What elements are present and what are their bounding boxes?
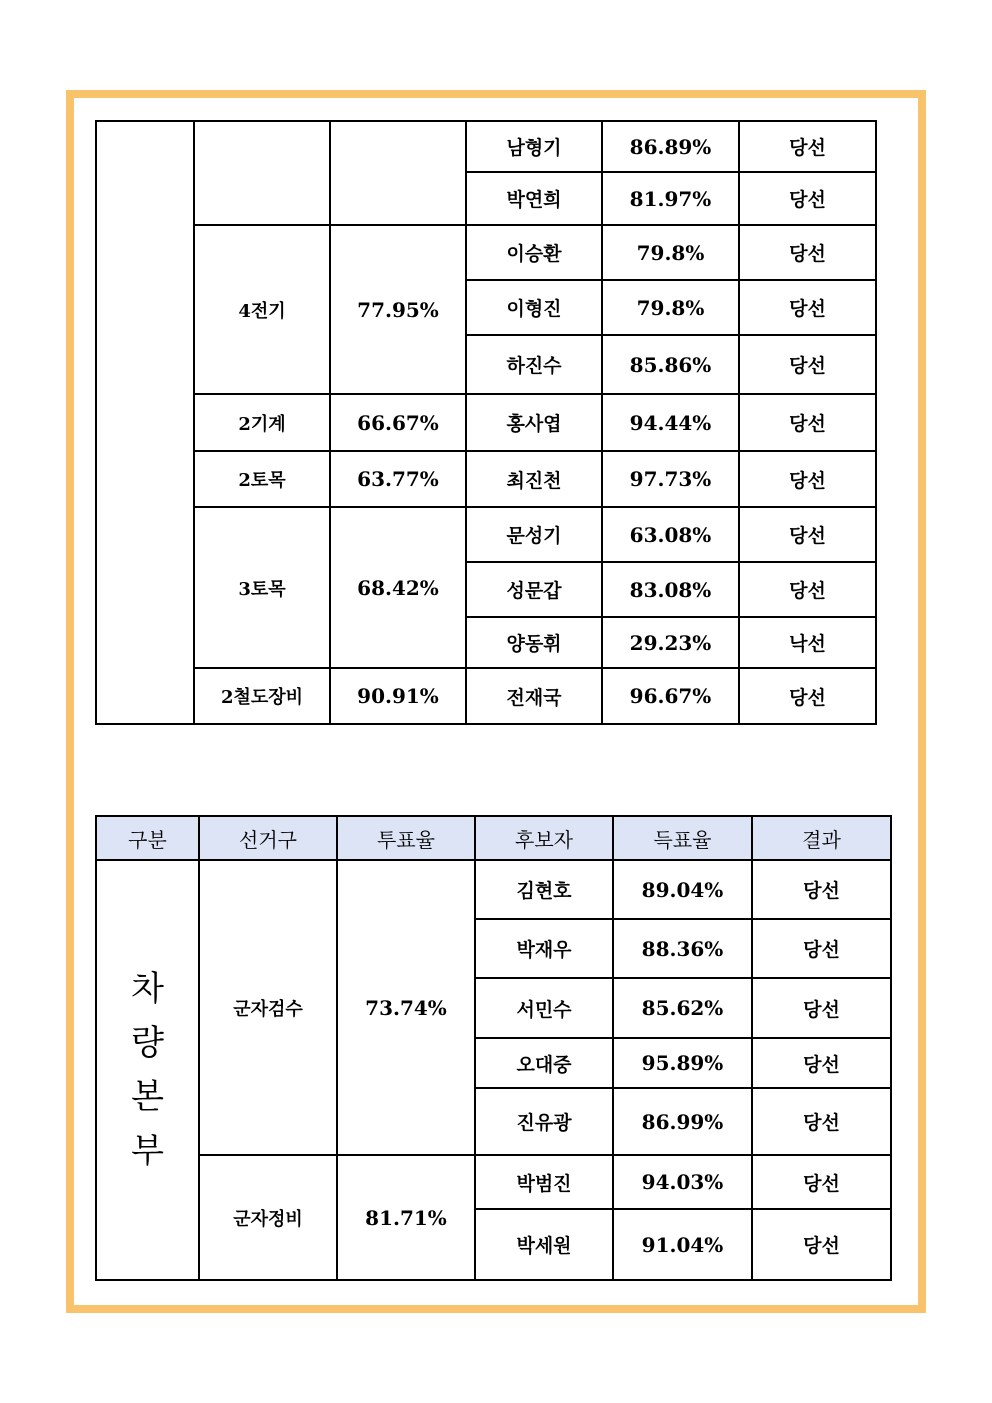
header-district: 선거구 xyxy=(199,816,337,860)
result-cell: 당선 xyxy=(752,1088,891,1155)
result-cell: 당선 xyxy=(739,451,876,507)
district-cell: 4전기 xyxy=(194,225,330,394)
vote-rate-cell: 29.23% xyxy=(602,617,739,668)
division-char: 본 xyxy=(131,1077,164,1117)
header-result: 결과 xyxy=(752,816,891,860)
table-row xyxy=(96,225,876,280)
result-cell: 당선 xyxy=(752,1038,891,1088)
candidate-cell: 진유광 xyxy=(475,1088,613,1155)
candidate-cell: 문성기 xyxy=(466,507,602,562)
division-char: 차 xyxy=(131,969,164,1009)
vote-rate-cell: 86.99% xyxy=(613,1088,752,1155)
vote-rate-cell: 89.04% xyxy=(613,860,752,919)
vote-rate-cell: 95.89% xyxy=(613,1038,752,1088)
vote-rate-cell: 85.86% xyxy=(602,335,739,394)
vote-rate-cell: 94.03% xyxy=(613,1155,752,1209)
table-row xyxy=(96,507,876,562)
candidate-cell: 남형기 xyxy=(466,121,602,172)
vote-rate-cell: 81.97% xyxy=(602,172,739,225)
division-cell xyxy=(96,860,199,1280)
header-division: 구분 xyxy=(96,816,199,860)
turnout-cell: 68.42% xyxy=(330,507,466,668)
district-cell: 군자검수 xyxy=(199,860,337,1155)
division-char: 부 xyxy=(131,1131,164,1171)
vote-rate-cell: 97.73% xyxy=(602,451,739,507)
division-cell xyxy=(96,121,194,724)
turnout-cell xyxy=(330,121,466,225)
candidate-cell: 서민수 xyxy=(475,978,613,1038)
result-cell: 당선 xyxy=(739,562,876,617)
candidate-cell: 홍사엽 xyxy=(466,394,602,451)
result-cell: 당선 xyxy=(739,280,876,335)
candidate-cell: 성문갑 xyxy=(466,562,602,617)
table-row xyxy=(96,1155,891,1209)
district-cell: 2기계 xyxy=(194,394,330,451)
table-row xyxy=(96,121,876,172)
candidate-cell: 오대중 xyxy=(475,1038,613,1088)
header-candidate: 후보자 xyxy=(475,816,613,860)
result-cell: 당선 xyxy=(752,1209,891,1280)
candidate-cell: 전재국 xyxy=(466,668,602,724)
turnout-cell: 90.91% xyxy=(330,668,466,724)
vehicle-division-results-table xyxy=(95,815,892,1281)
header-vote-rate: 득표율 xyxy=(613,816,752,860)
candidate-cell: 최진천 xyxy=(466,451,602,507)
vote-rate-cell: 91.04% xyxy=(613,1209,752,1280)
candidate-cell: 양동휘 xyxy=(466,617,602,668)
candidate-cell: 박세원 xyxy=(475,1209,613,1280)
vote-rate-cell: 79.8% xyxy=(602,225,739,280)
vote-rate-cell: 94.44% xyxy=(602,394,739,451)
result-cell: 당선 xyxy=(752,978,891,1038)
vote-rate-cell: 86.89% xyxy=(602,121,739,172)
result-cell: 당선 xyxy=(739,225,876,280)
candidate-cell: 하진수 xyxy=(466,335,602,394)
turnout-cell: 66.67% xyxy=(330,394,466,451)
vote-rate-cell: 85.62% xyxy=(613,978,752,1038)
district-cell: 2토목 xyxy=(194,451,330,507)
candidate-cell: 이형진 xyxy=(466,280,602,335)
result-cell: 당선 xyxy=(739,394,876,451)
turnout-cell: 73.74% xyxy=(337,860,475,1155)
table-header-row xyxy=(96,816,891,860)
table-row xyxy=(96,668,876,724)
result-cell: 당선 xyxy=(739,172,876,225)
candidate-cell: 박재우 xyxy=(475,919,613,978)
result-cell: 당선 xyxy=(752,919,891,978)
candidate-cell: 박연희 xyxy=(466,172,602,225)
district-cell: 3토목 xyxy=(194,507,330,668)
result-cell: 낙선 xyxy=(739,617,876,668)
table-row xyxy=(96,451,876,507)
table-row xyxy=(96,860,891,919)
election-results-table-continued xyxy=(95,120,877,725)
candidate-cell: 이승환 xyxy=(466,225,602,280)
district-cell xyxy=(194,121,330,225)
result-cell: 당선 xyxy=(739,507,876,562)
vote-rate-cell: 79.8% xyxy=(602,280,739,335)
vote-rate-cell: 83.08% xyxy=(602,562,739,617)
candidate-cell: 김현호 xyxy=(475,860,613,919)
vote-rate-cell: 96.67% xyxy=(602,668,739,724)
division-char: 량 xyxy=(131,1023,164,1063)
result-cell: 당선 xyxy=(739,668,876,724)
result-cell: 당선 xyxy=(739,335,876,394)
table-row xyxy=(96,394,876,451)
turnout-cell: 63.77% xyxy=(330,451,466,507)
turnout-cell: 81.71% xyxy=(337,1155,475,1280)
vote-rate-cell: 63.08% xyxy=(602,507,739,562)
district-cell: 군자정비 xyxy=(199,1155,337,1280)
result-cell: 당선 xyxy=(739,121,876,172)
result-cell: 당선 xyxy=(752,860,891,919)
turnout-cell: 77.95% xyxy=(330,225,466,394)
vote-rate-cell: 88.36% xyxy=(613,919,752,978)
header-turnout: 투표율 xyxy=(337,816,475,860)
district-cell: 2철도장비 xyxy=(194,668,330,724)
candidate-cell: 박범진 xyxy=(475,1155,613,1209)
result-cell: 당선 xyxy=(752,1155,891,1209)
